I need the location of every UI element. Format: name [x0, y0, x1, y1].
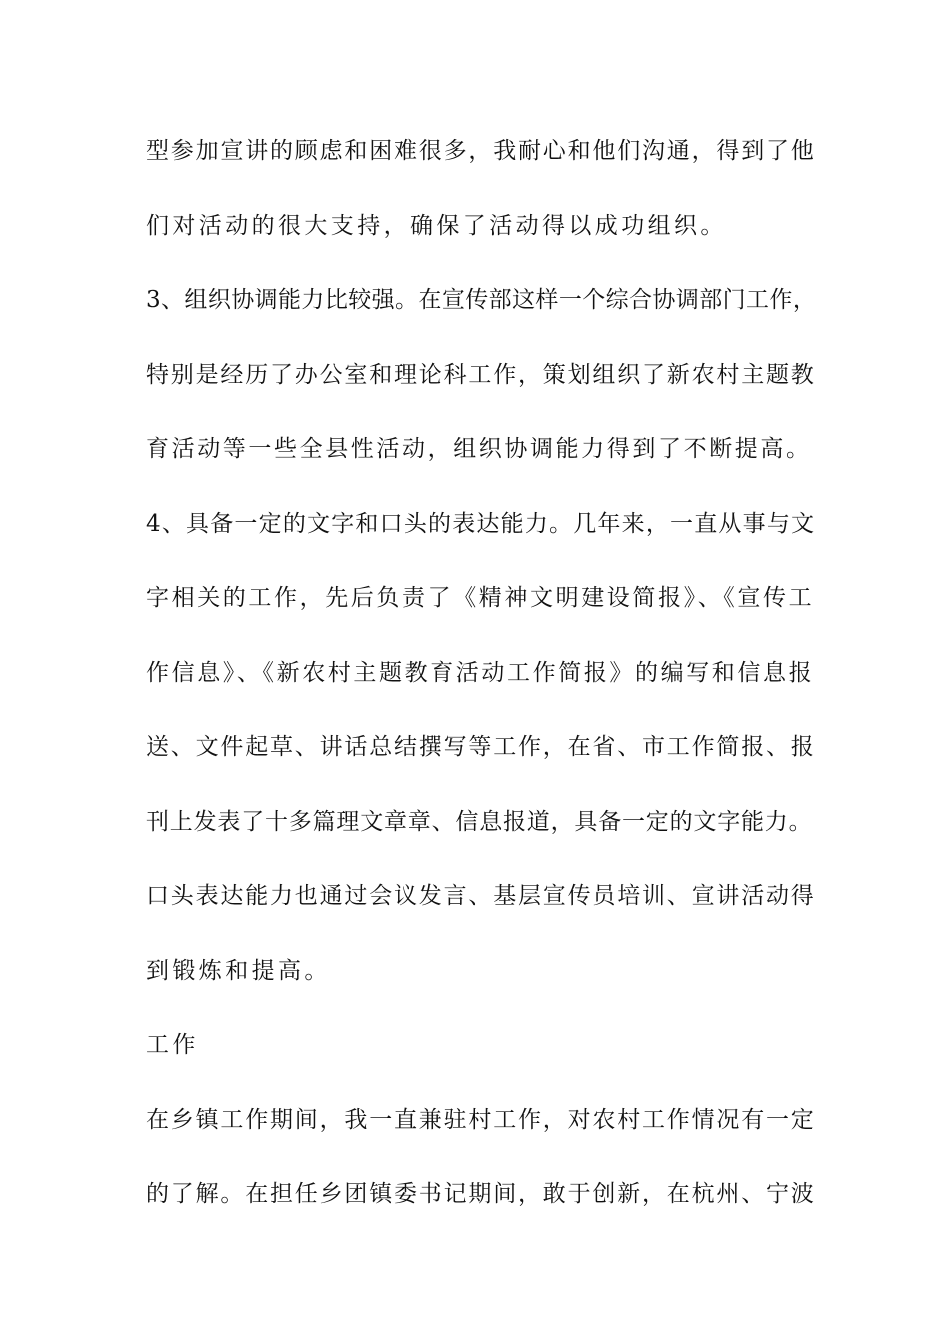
- paragraph-line: 育活动等一些全县性活动，组织协调能力得到了不断提高。: [146, 436, 812, 462]
- paragraph-line: 在乡镇工作期间，我一直兼驻村工作，对农村工作情况有一定: [146, 1107, 816, 1133]
- paragraph-line: 的了解。在担任乡团镇委书记期间，敢于创新，在杭州、宁波: [146, 1181, 816, 1207]
- paragraph-line: 送、文件起草、讲话总结撰写等工作，在省、市工作简报、报: [146, 734, 816, 760]
- paragraph-line: 4、具备一定的文字和口头的表达能力。几年来，一直从事与文: [146, 511, 816, 537]
- paragraph-line: 特别是经历了办公室和理论科工作，策划组织了新农村主题教: [146, 362, 816, 388]
- paragraph-line: 们对活动的很大支持，确保了活动得以成功组织。: [146, 213, 727, 239]
- paragraph-line: 口头表达能力也通过会议发言、基层宣传员培训、宣讲活动得: [146, 883, 816, 909]
- paragraph-line: 型参加宣讲的顾虑和困难很多，我耐心和他们沟通，得到了他: [146, 138, 816, 164]
- paragraph-line: 字相关的工作，先后负责了《精神文明建设简报》、《宣传工: [146, 585, 815, 611]
- paragraph-line: 到锻炼和提高。: [146, 958, 331, 984]
- paragraph-line: 作信息》、《新农村主题教育活动工作简报》的编写和信息报: [146, 660, 815, 686]
- paragraph-line: 3、组织协调能力比较强。在宣传部这样一个综合协调部门工作，: [146, 287, 817, 313]
- section-heading: 工作: [146, 1032, 199, 1058]
- paragraph-line: 刊上发表了十多篇理文章章、信息报道，具备一定的文字能力。: [146, 809, 813, 835]
